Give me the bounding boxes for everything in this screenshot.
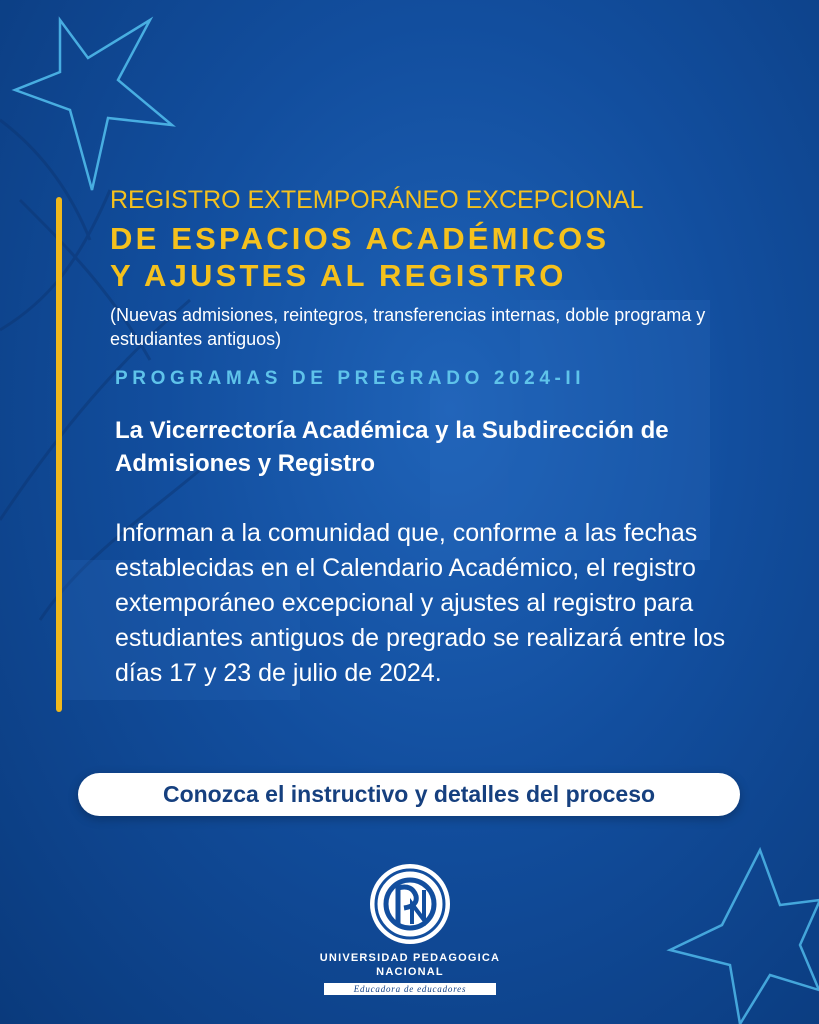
title-line-3: Y AJUSTES AL REGISTRO: [110, 258, 567, 293]
subtitle: (Nuevas admisiones, reintegros, transferencias internas, doble programa y estudiantes antiguos): [110, 305, 706, 349]
logo-tagline: Educadora de educadores: [324, 983, 496, 995]
logo-name-line-2: NACIONAL: [376, 966, 444, 978]
issuers-heading: La Vicerrectoría Académica y la Subdirección de Admisiones y Registro: [115, 417, 669, 477]
announcement-body: Informan a la comunidad que, conforme a las fechas establecidas en el Calendario Académico, el registro extemporáneo excepcional y ajustes al registro para estudiantes antiguos de pregrado se realizará entre los días 17 y 23 de julio de 2024.: [115, 519, 726, 687]
instructions-button[interactable]: Conozca el instructivo y detalles del proceso: [78, 773, 740, 816]
logo-name-line-1: UNIVERSIDAD PEDAGOGICA: [319, 952, 501, 964]
title-line-2: DE ESPACIOS ACADÉMICOS: [110, 221, 610, 256]
university-emblem-icon: [368, 862, 452, 946]
star-outline-bottom-right: [670, 850, 819, 1024]
star-outline-top-left: [15, 20, 172, 190]
title-line-1: REGISTRO EXTEMPORÁNEO EXCEPCIONAL: [110, 186, 644, 214]
university-logo: [300, 862, 520, 1002]
accent-bar: [56, 197, 62, 712]
program-label: PROGRAMAS DE PREGRADO 2024-II: [115, 368, 586, 389]
